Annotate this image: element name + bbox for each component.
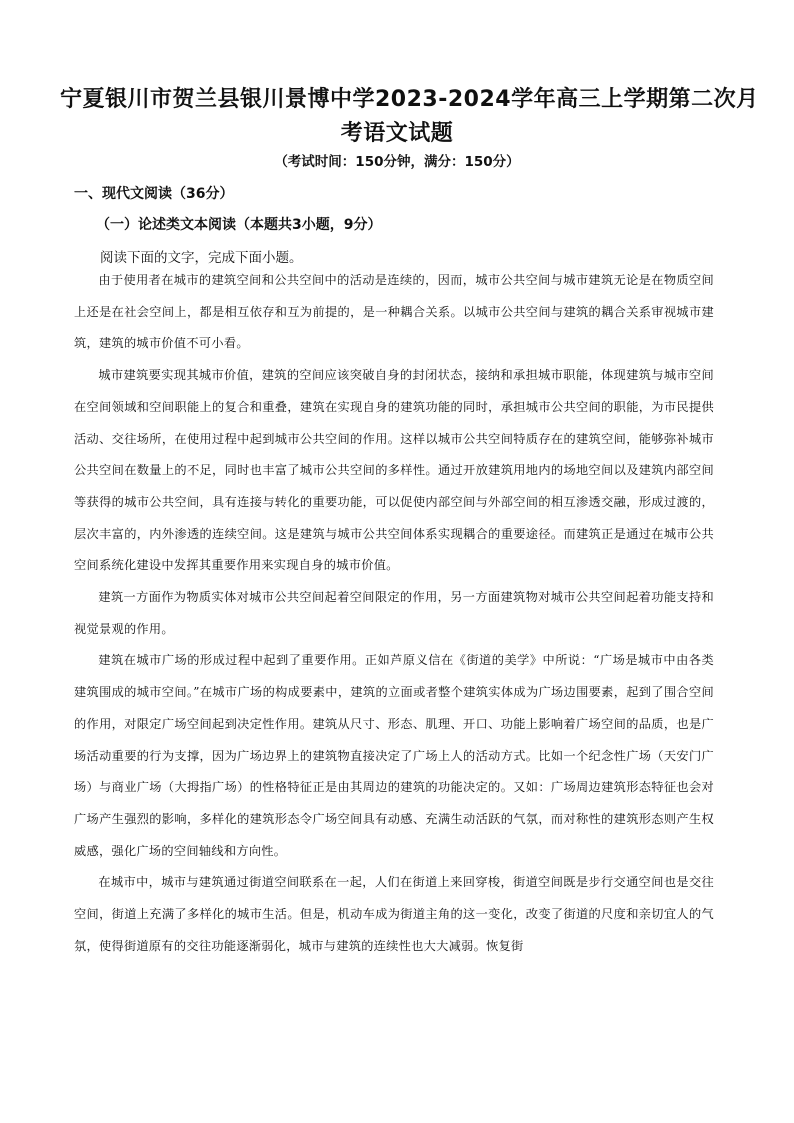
passage-paragraph: 建筑在城市广场的形成过程中起到了重要作用。正如芦原义信在《街道的美学》中所说：“广场是城市中由各类建筑围成的城市空间。”在城市广场的构成要素中，建筑的立面或者整个建筑实体成为广场边围要素，起到了围合空间的作用，对限定广场空间起到决定性作用。建筑从尺寸、形态、肌理、开口、功能上影响着广场空间的品质，也是广场活动重要的行为支撑，因为广场边界上的建筑物直接决定了广场上人的活动方式。比如一个纪念性广场（天安门广场）与商业广场（大拇指广场）的性格特征正是由其周边的建筑的功能决定的。又如：广场周边建筑形态特征也会对广场产生强烈的影响，多样化的建筑形态令广场空间具有动感、充满生动活跃的气氛，而对称性的建筑形态则产生权威感，强化广场的空间轴线和方向性。 (74, 653, 714, 858)
document-title-line2: 考语文试题 (340, 121, 454, 146)
passage-body (74, 265, 714, 962)
exam-info: （考试时间：150分钟，满分：150分） (274, 154, 520, 170)
passage-paragraph: 在城市中，城市与建筑通过街道空间联系在一起，人们在街道上来回穿梭，街道空间既是步行交通空间也是交往空间，街道上充满了多样化的城市生活。但是，机动车成为街道主角的这一变化，改变了街道的尺度和亲切宜人的气氛，使得街道原有的交往功能逐渐弱化，城市与建筑的连续性也大大减弱。恢复街 (74, 875, 714, 953)
sub-heading: （一）论述类文本阅读（本题共3小题，9分） (96, 217, 382, 233)
document-title-line1: 宁夏银川市贺兰县银川景博中学2023-2024学年高三上学期第二次月 (60, 87, 759, 112)
passage-paragraph: 城市建筑要实现其城市价值，建筑的空间应该突破自身的封闭状态，接纳和承担城市职能，体现建筑与城市空间在空间领域和空间职能上的复合和重叠，建筑在实现自身的建筑功能的同时，承担城市公共空间的职能，为市民提供活动、交往场所，在使用过程中起到城市公共空间的作用。这样以城市公共空间特质存在的建筑空间，能够弥补城市公共空间在数量上的不足，同时也丰富了城市公共空间的多样性。通过开放建筑用地内的场地空间以及建筑内部空间等获得的城市公共空间，具有连接与转化的重要功能，可以促使内部空间与外部空间的相互渗透交融，形成过渡的，层次丰富的，内外渗透的连续空间。这是建筑与城市公共空间体系实现耦合的重要途径。而建筑正是通过在城市公共空间系统化建设中发挥其重要作用来实现自身的城市价值。 (74, 368, 714, 573)
section-heading: 一、现代文阅读（36分） (74, 186, 234, 202)
passage-paragraph: 建筑一方面作为物质实体对城市公共空间起着空间限定的作用，另一方面建筑物对城市公共空间起着功能支持和视觉景观的作用。 (74, 590, 714, 636)
reading-instruction: 阅读下面的文字，完成下面小题。 (100, 250, 303, 266)
passage-paragraph: 由于使用者在城市的建筑空间和公共空间中的活动是连续的，因而，城市公共空间与城市建筑无论是在物质空间上还是在社会空间上，都是相互依存和互为前提的，是一种耦合关系。以城市公共空间与建筑的耦合关系审视城市建筑，建筑的城市价值不可小看。 (74, 273, 714, 351)
